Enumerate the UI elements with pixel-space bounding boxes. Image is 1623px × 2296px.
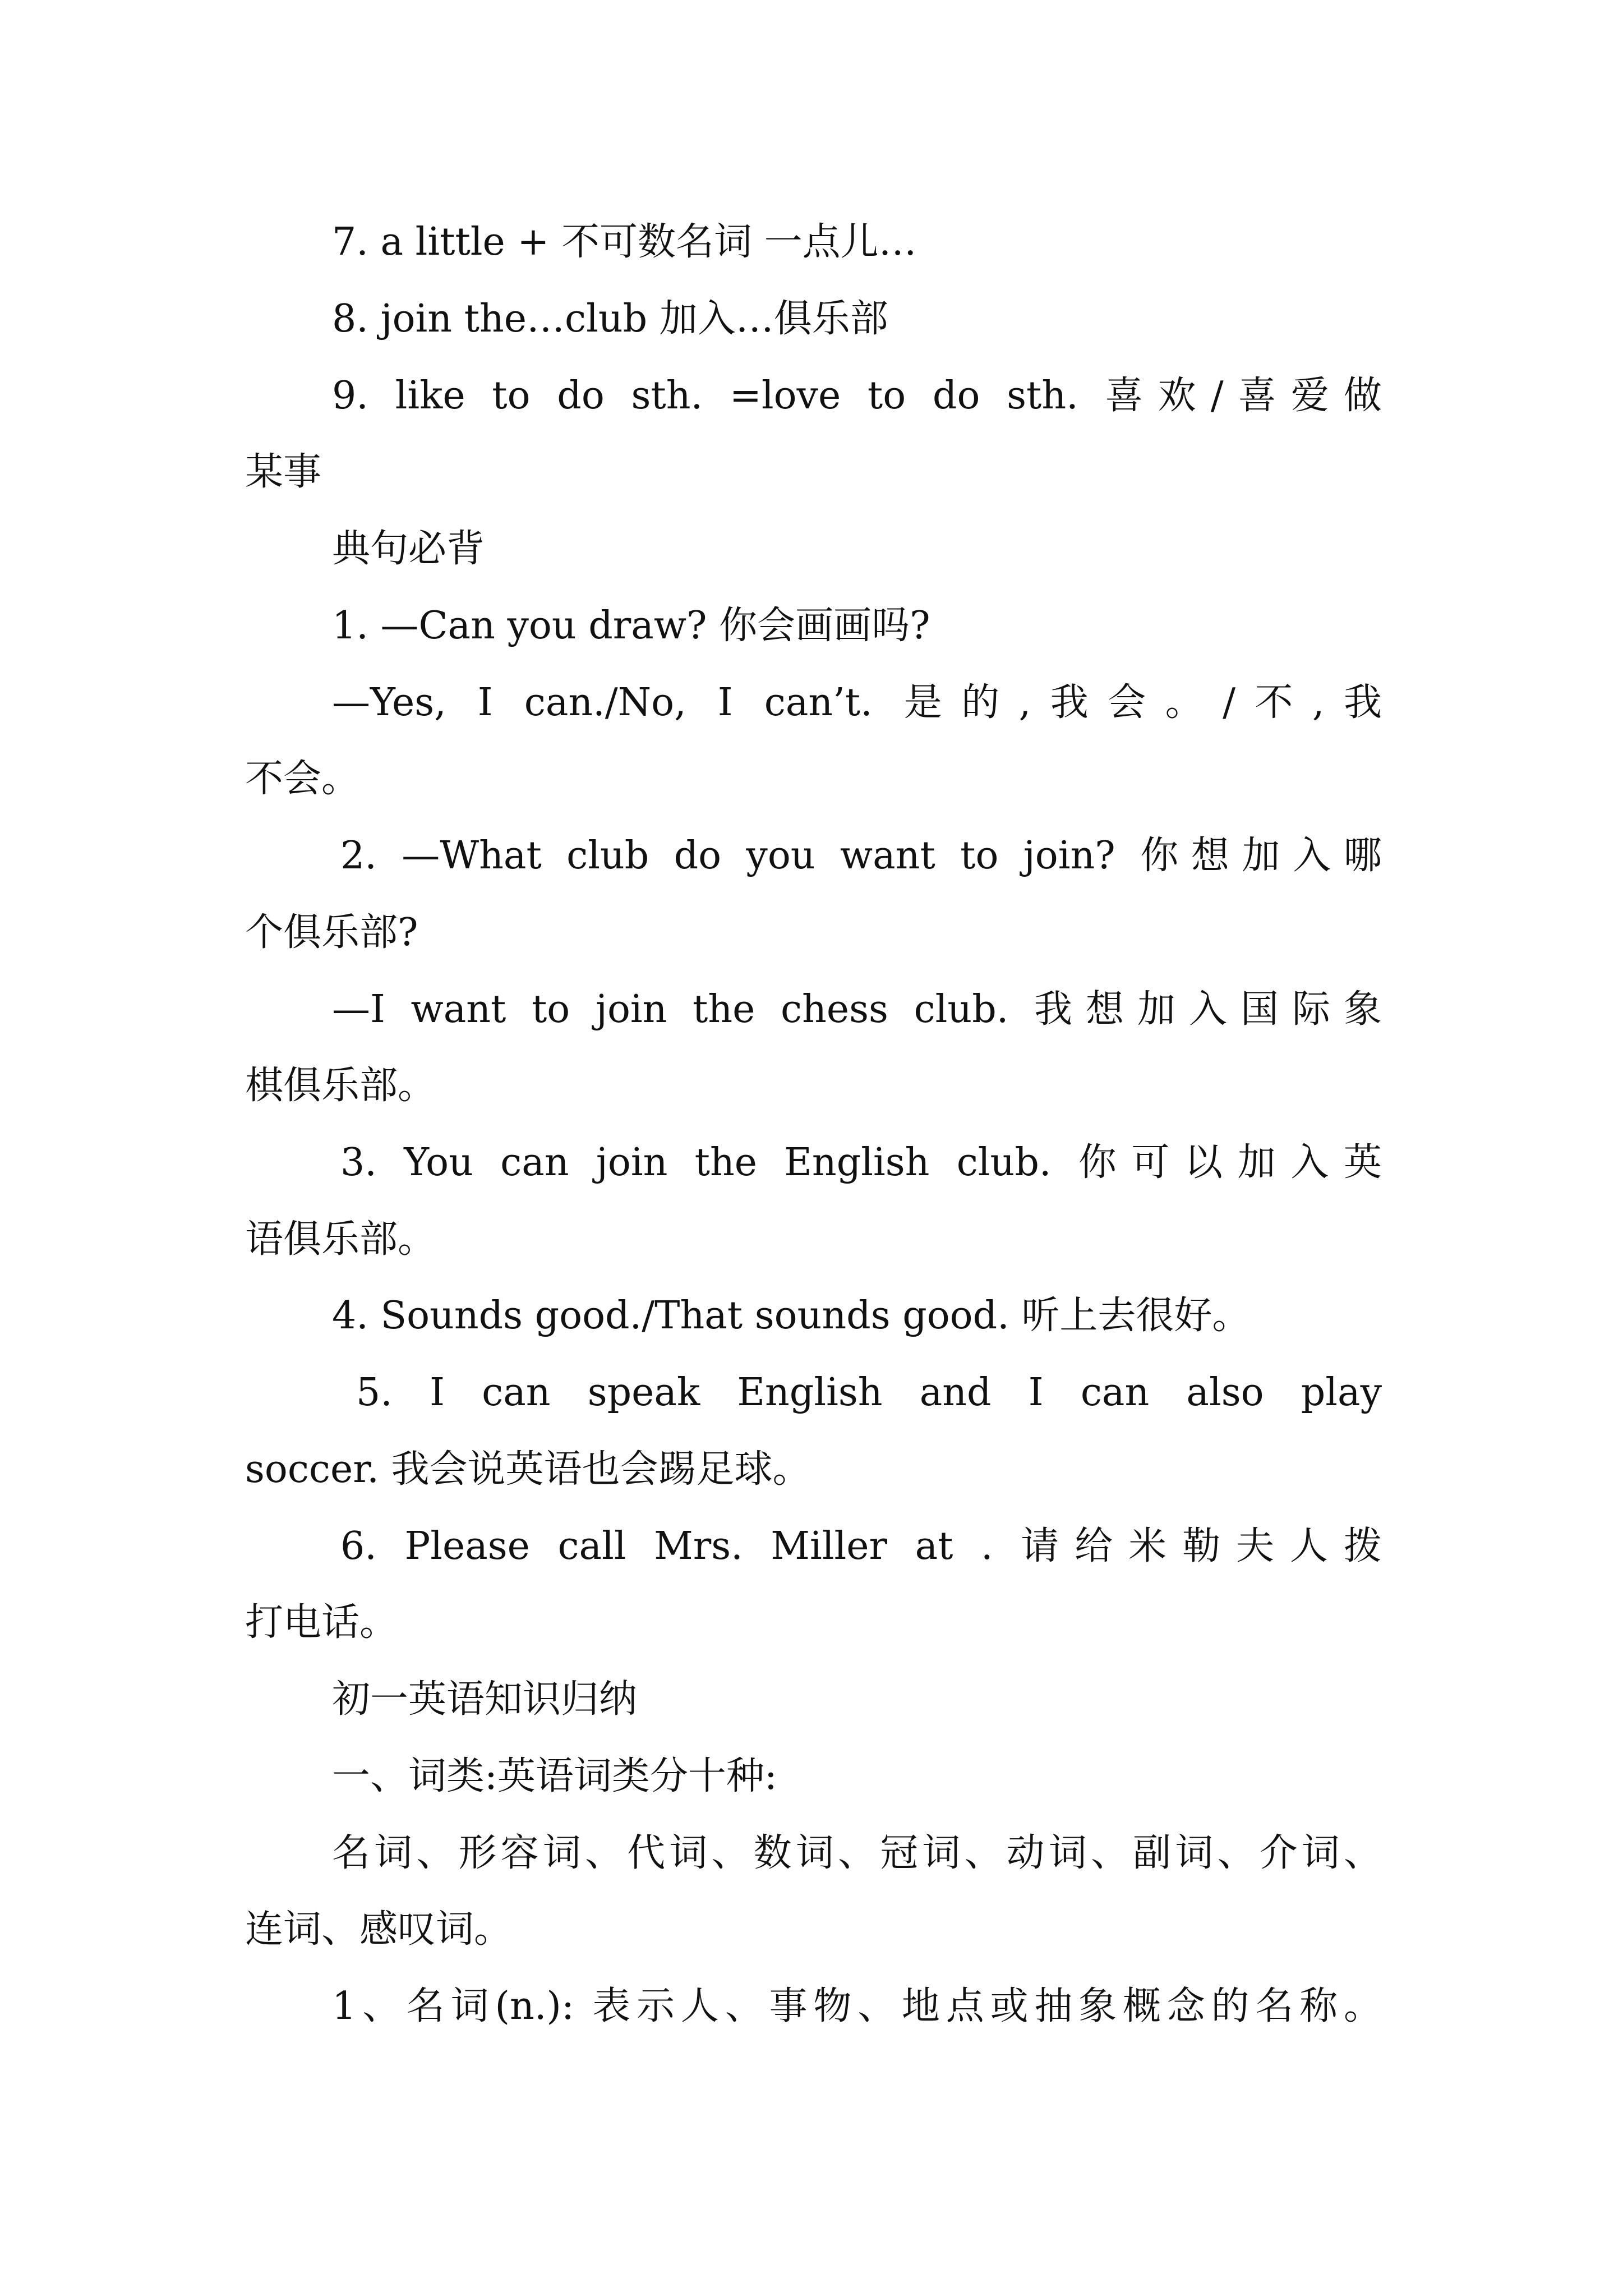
text-line-8: 8. join the…club 加入…俱乐部 — [332, 297, 888, 341]
sentence-1-answer: —Yes, I can./No, I can’t. 是的,我会。/不,我 — [332, 680, 1382, 725]
sentence-2-question-cont: 个俱乐部? — [245, 910, 418, 955]
sentence-2-answer-cont: 棋俱乐部。 — [245, 1064, 436, 1108]
sentence-4: 4. Sounds good./That sounds good. 听上去很好。 — [332, 1294, 1251, 1338]
sentence-5-cont: soccer. 我会说英语也会踢足球。 — [245, 1447, 811, 1492]
text-line-9-cont: 某事 — [245, 450, 322, 494]
sentence-6: 6. Please call Mrs. Miller at . 请给米勒夫人拨 — [340, 1524, 1382, 1568]
sentence-2-question: 2. —What club do you want to join? 你想加入哪 — [340, 834, 1382, 878]
sentence-1-answer-cont: 不会。 — [245, 757, 360, 801]
sentence-2-answer: —I want to join the chess club. 我想加入国际象 — [332, 987, 1382, 1032]
sentence-1-question: 1. —Can you draw? 你会画画吗? — [332, 604, 930, 648]
sentence-3-cont: 语俱乐部。 — [245, 1217, 436, 1262]
word-class-list-cont: 连词、感叹词。 — [245, 1907, 513, 1952]
word-class-list: 名词、形容词、代词、数词、冠词、动词、副词、介词、 — [332, 1831, 1382, 1875]
section-heading-key-sentences: 典句必背 — [332, 527, 485, 571]
sentence-5: 5. I can speak English and I can also play — [356, 1370, 1382, 1415]
text-line-9: 9. like to do sth. =love to do sth. 喜欢/喜爱做 — [332, 374, 1382, 418]
sentence-3: 3. You can join the English club. 你可以加入英 — [340, 1140, 1382, 1185]
text-line-7: 7. a little + 不可数名词 一点儿… — [332, 220, 917, 264]
section-heading-grade7-summary: 初一英语知识归纳 — [332, 1677, 638, 1722]
sentence-6-cont: 打电话。 — [245, 1600, 398, 1645]
noun-definition: 1、名词(n.): 表示人、事物、地点或抽象概念的名称。 — [332, 1984, 1382, 2028]
part-1-heading: 一、词类:英语词类分十种: — [332, 1754, 777, 1798]
